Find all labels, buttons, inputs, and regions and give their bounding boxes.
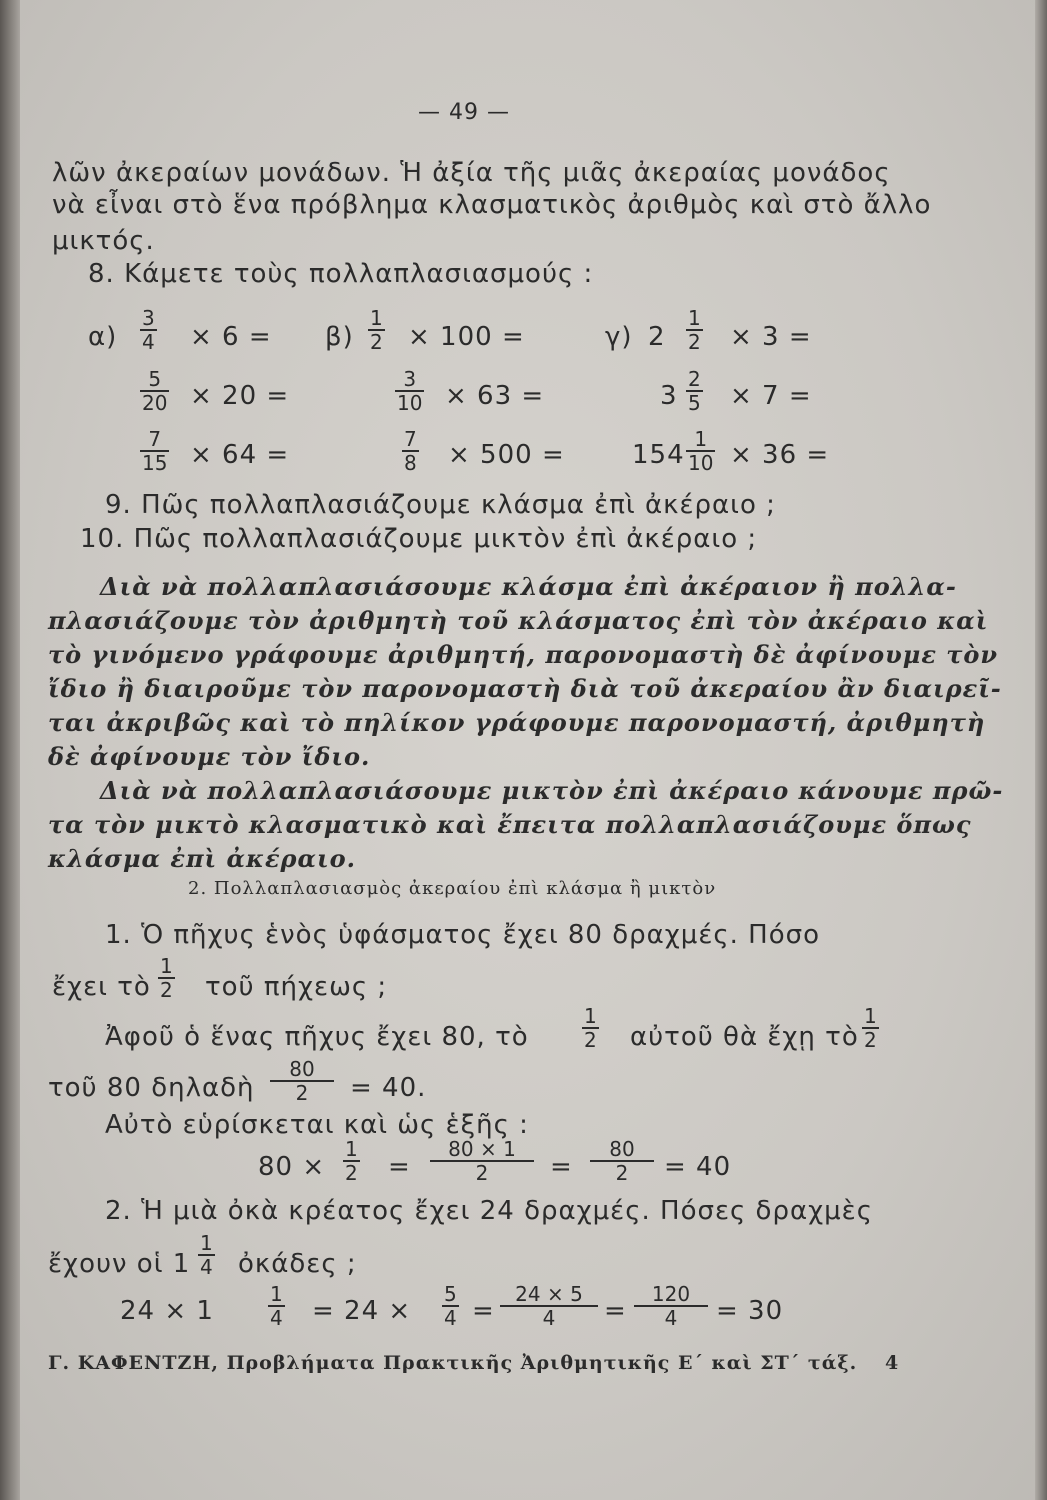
- label-gamma: γ): [605, 322, 633, 352]
- p2-eq-b: = 24 ×: [312, 1296, 412, 1326]
- ex-c3-whole: 154: [632, 440, 685, 470]
- p2-eq-a: 24 × 1: [120, 1296, 214, 1326]
- fraction-1-4-p2a: 1 4: [200, 1231, 213, 1279]
- fraction-1-2-p1a: 1 2: [160, 954, 173, 1002]
- fraction-80x1-2: 80 × 1 2: [430, 1138, 534, 1184]
- fraction-7-8: 7 8: [404, 427, 417, 475]
- label-alpha: α): [88, 322, 118, 352]
- p2-eq-e: = 30: [716, 1296, 784, 1326]
- fraction-3-10: 3 10: [397, 367, 423, 415]
- fraction-5-20: 5 20: [142, 367, 168, 415]
- ex-b3-rest: × 500 =: [448, 440, 565, 470]
- footer-signature-number: 4: [885, 1352, 900, 1374]
- fraction-1-2-p1b: 1 2: [584, 1004, 597, 1052]
- rule2-line-3: κλάσμα ἐπὶ ἀκέραιο.: [48, 844, 356, 873]
- p1-eq-b: =: [388, 1152, 411, 1182]
- problem1-line-4-pre: τοῦ 80 δηλαδὴ: [48, 1073, 255, 1103]
- fraction-2-5: 2 5: [688, 367, 701, 415]
- rule2-line-1: Διὰ νὰ πολλαπλασιάσουμε μικτὸν ἐπὶ ἀκέραιο κάνουμε πρῶ-: [100, 776, 1004, 805]
- p1-eq-c: =: [550, 1152, 573, 1182]
- rule1-line-1: Διὰ νὰ πολλαπλασιάσουμε κλάσμα ἐπὶ ἀκέραιον ἢ πολλα-: [100, 572, 957, 601]
- ex-c2-whole: 3: [660, 381, 678, 411]
- fraction-1-2-p1c: 1 2: [864, 1004, 877, 1052]
- problem2-line-1: 2. Ἡ μιὰ ὀκὰ κρέατος ἔχει 24 δραχμές. Πόσες δραχμὲς: [105, 1196, 873, 1226]
- p2-eq-d: =: [604, 1296, 627, 1326]
- exercise-8-title: 8. Κάμετε τοὺς πολλαπλασιασμούς :: [88, 259, 594, 289]
- problem1-line-3b: αὐτοῦ θὰ ἔχῃ τὸ: [630, 1022, 859, 1052]
- p1-eq-a: 80 ×: [258, 1152, 326, 1182]
- rule1-line-3: τὸ γινόμενο γράφουμε ἀριθμητή, παρονομαστὴ δὲ ἀφίνουμε τὸν: [48, 640, 999, 669]
- question-10: 10. Πῶς πολλαπλασιάζουμε μικτὸν ἐπὶ ἀκέραιο ;: [80, 524, 758, 554]
- page-right-edge: [1035, 0, 1047, 1500]
- fraction-1-2-mixed: 1 2: [688, 306, 701, 354]
- ex-c3-rest: × 36 =: [730, 440, 830, 470]
- problem1-line-1: 1. Ὁ πῆχυς ἑνὸς ὑφάσματος ἔχει 80 δραχμές. Πόσο: [105, 920, 821, 950]
- rule1-line-4: ἴδιο ἢ διαιροῦμε τὸν παρονομαστὴ διὰ τοῦ ἀκεραίου ἂν διαιρεῖ-: [48, 674, 1002, 703]
- fraction-1-10: 1 10: [688, 427, 714, 475]
- fraction-80-2-b: 80 2: [590, 1138, 654, 1184]
- fraction-120-4: 120 4: [634, 1283, 708, 1329]
- problem1-line-5: Αὐτὸ εὑρίσκεται καὶ ὡς ἑξῆς :: [105, 1110, 529, 1140]
- page-number: — 49 —: [418, 100, 510, 125]
- rule2-line-2: τα τὸν μικτὸ κλασματικὸ καὶ ἔπειτα πολλαπλασιάζουμε ὅπως: [48, 810, 972, 839]
- ex-a3-rest: × 64 =: [190, 440, 290, 470]
- fraction-80-2: 80 2: [270, 1058, 334, 1104]
- section-title: 2. Πολλαπλασιασμὸς ἀκεραίου ἐπὶ κλάσμα ἢ μικτὸν: [188, 878, 717, 899]
- p2-eq-c: =: [472, 1296, 495, 1326]
- rule1-line-5: ται ἀκριβῶς καὶ τὸ πηλίκον γράφουμε παρονομαστή, ἀριθμητὴ: [48, 708, 986, 737]
- intro-line-2: νὰ εἶναι στὸ ἕνα πρόβλημα κλασματικὸς ἀριθμὸς καὶ στὸ ἄλλο: [52, 190, 932, 220]
- problem2-line-2-post: ὀκάδες ;: [238, 1249, 357, 1279]
- problem1-line-3a: Ἀφοῦ ὁ ἕνας πῆχυς ἔχει 80, τὸ: [105, 1022, 529, 1052]
- page-binding-edge: [0, 0, 20, 1500]
- problem1-line-2-pre: ἔχει τὸ: [52, 972, 151, 1002]
- fraction-1-4-p2b: 1 4: [270, 1282, 283, 1330]
- rule1-line-2: πλασιάζουμε τὸν ἀριθμητὴ τοῦ κλάσματος ἐπὶ τὸν ἀκέραιο καὶ: [48, 606, 989, 635]
- fraction-1-2: 1 2: [370, 306, 383, 354]
- rule1-line-6: δὲ ἀφίνουμε τὸν ἴδιο.: [48, 742, 371, 771]
- ex-b2-rest: × 63 =: [445, 381, 545, 411]
- intro-line-3: μικτός.: [52, 226, 155, 256]
- fraction-24x5-4: 24 × 5 4: [500, 1283, 598, 1329]
- problem2-line-2-pre: ἔχουν οἱ 1: [48, 1249, 191, 1279]
- fraction-3-4: 3 4: [142, 306, 155, 354]
- footer-text: Γ. ΚΑΦΕΝΤΖΗ, Προβλήματα Πρακτικῆς Ἀριθμητικῆς Ε΄ καὶ ΣΤ΄ τάξ.: [48, 1352, 858, 1374]
- label-beta: β): [325, 322, 354, 352]
- question-9: 9. Πῶς πολλαπλασιάζουμε κλάσμα ἐπὶ ἀκέραιο ;: [105, 490, 776, 520]
- p1-eq-d: = 40: [664, 1152, 732, 1182]
- fraction-5-4: 5 4: [444, 1282, 457, 1330]
- ex-c1-whole: 2: [648, 322, 666, 352]
- problem1-line-2-post: τοῦ πήχεως ;: [205, 972, 388, 1002]
- ex-a2-rest: × 20 =: [190, 381, 290, 411]
- intro-line-1: λῶν ἀκεραίων μονάδων. Ἡ ἀξία τῆς μιᾶς ἀκεραίας μονάδος: [52, 158, 891, 188]
- fraction-7-15: 7 15: [142, 427, 168, 475]
- ex-c1-rest: × 3 =: [730, 322, 812, 352]
- ex-b1-rest: × 100 =: [408, 322, 525, 352]
- problem1-line-4-post: = 40.: [350, 1073, 427, 1103]
- fraction-1-2-p1d: 1 2: [345, 1137, 358, 1185]
- ex-c2-rest: × 7 =: [730, 381, 812, 411]
- ex-a1-rest: × 6 =: [190, 322, 272, 352]
